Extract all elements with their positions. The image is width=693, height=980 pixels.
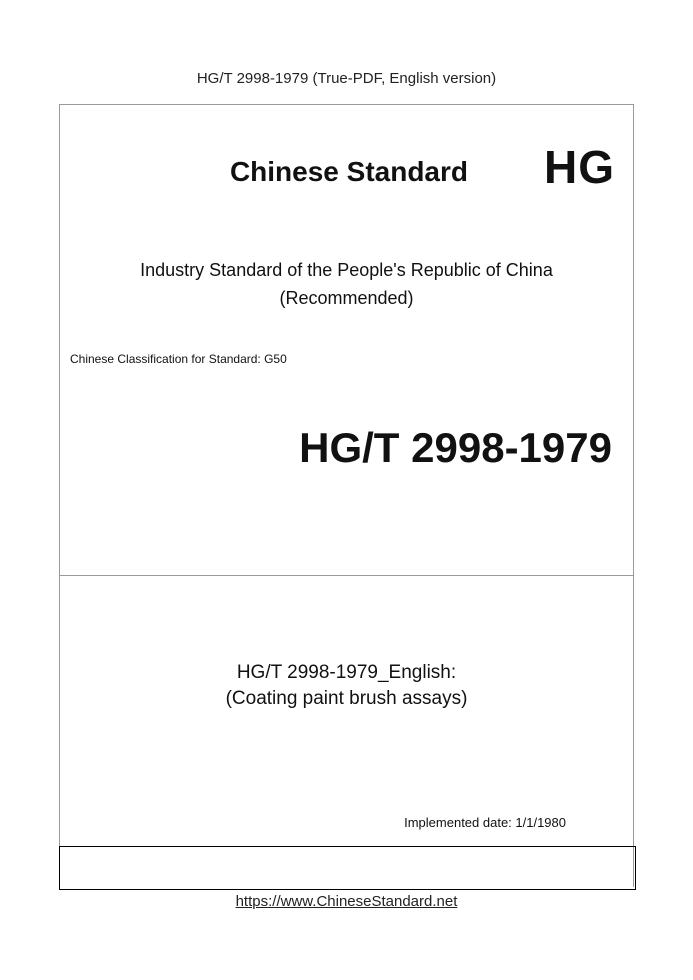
standard-number: HG/T 2998-1979 bbox=[299, 424, 612, 471]
document-title-line2: (Coating paint brush assays) bbox=[225, 688, 468, 709]
cover-frame bbox=[59, 104, 634, 887]
document-title-line1: HG/T 2998-1979_English: bbox=[236, 662, 457, 683]
section-divider bbox=[60, 575, 633, 576]
classification-line: Chinese Classification for Standard: G50 bbox=[70, 352, 287, 366]
brand-code: HG bbox=[544, 141, 615, 193]
recommended-line: (Recommended) bbox=[279, 288, 414, 308]
page-header: HG/T 2998-1979 (True-PDF, English version) bbox=[196, 70, 497, 87]
implemented-date: Implemented date: 1/1/1980 bbox=[404, 815, 566, 830]
industry-standard-line: Industry Standard of the People's Republic of China bbox=[140, 260, 553, 280]
footer-box bbox=[59, 846, 636, 890]
brand-title: Chinese Standard bbox=[229, 156, 468, 187]
website-link[interactable]: https://www.ChineseStandard.net bbox=[235, 893, 458, 910]
